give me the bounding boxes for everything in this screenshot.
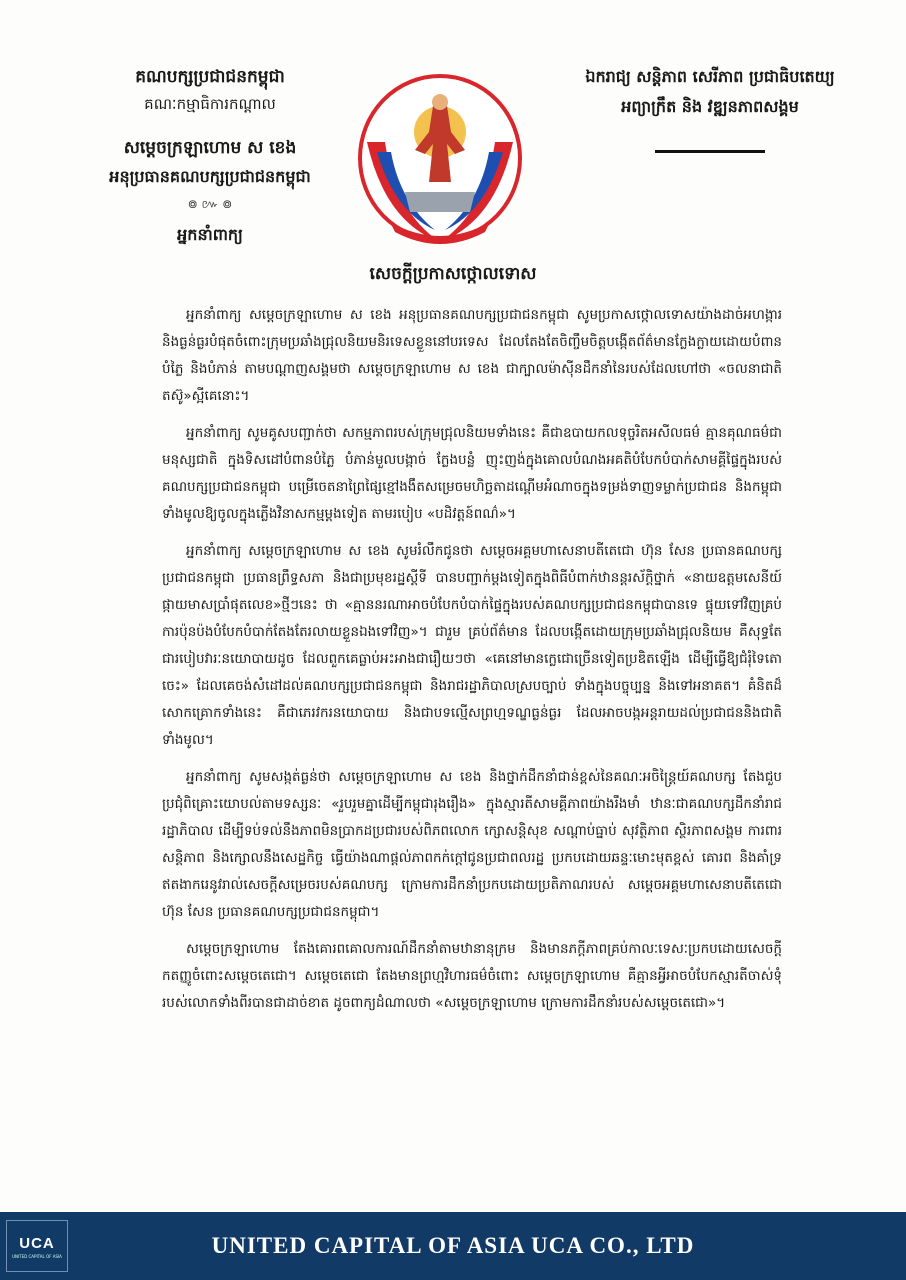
document-body bbox=[162, 302, 782, 1027]
document-title: សេចក្ដីប្រកាសថ្កោលទោស bbox=[369, 264, 537, 284]
logo-mark: UCA bbox=[19, 1235, 55, 1252]
header-left bbox=[60, 66, 360, 248]
paragraph: អ្នកនាំពាក្យ សម្ដេចក្រឡាហោម ស ខេង សូមរំលឹកជូនថា សម្ដេចអគ្គមហាសេនាបតីតេជោ ហ៊ុន សែន ប្រធានគណបក្សប្រជាជនកម្ពុជា ប្រធានព្រឹទ្ធសភា និងជាប្រមុខរដ្ឋស្តីទី បានបញ្ជាក់ម្ដងទៀតក្នុងពិធីបំពាក់ឋានន្តរស័ក្តិថ្នាក់ «នាយឧត្តមសេនីយ៍ផ្កាយមាសប្រាំផុតលេខ»ថ្មីៗនេះ ថា «គ្មាននរណាអាចបំបែកបំបាក់ផ្ទៃក្នុងរបស់គណបក្សប្រជាជនកម្ពុជាបានទេ ផ្ទុយទៅវិញគ្រប់ការប៉ុនប៉ងបំបែកបំបាក់តែងតែរលាយខ្លួនឯងទៅវិញ»។ ជារួម គ្រប់ព័ត៌មាន ដែលបង្កើតដោយក្រុមប្រឆាំងជ្រុលនិយម គឺសុទ្ធតែជារបៀបវារៈនយោបាយដូច ដែលពួកគេធ្លាប់អះអាងជារឿយៗថា «គេនៅមានក្លេជោច្រើនទៀតប្រឌិតឡើង ដើម្បីធ្វើឱ្យជំរុំទៃតោចេះ» ដែលគេចង់សំដៅដល់គណបក្សប្រជាជនកម្ពុជា និងរាជរដ្ឋាភិបាលស្របច្បាប់ ទាំងក្នុងបច្ចុប្បន្ន និងទៅអនាគត។ គំនិតដ៏សោកគ្រោកទាំងនេះ គឺជាភេរវករនយោបាយ និងជាបទល្មើសព្រហ្មទណ្ឌធ្ងន់ធ្ងរ ដែលអាចបង្កអន្តរាយដល់ប្រជាជននិងជាតិទាំងមូល។ bbox=[162, 543, 782, 748]
logo-subtext: UNITED CAPITAL OF ASIA bbox=[12, 1254, 62, 1259]
company-name: UNITED CAPITAL OF ASIA UCA CO., LTD bbox=[211, 1233, 695, 1258]
party-name: គណបក្សប្រជាជនកម្ពុជា bbox=[135, 67, 285, 87]
emblem-figure-head bbox=[432, 94, 448, 110]
company-logo bbox=[6, 1220, 68, 1272]
paragraph: អ្នកនាំពាក្យ សូមគូសបញ្ជាក់ថា សកម្មភាពរបស់ក្រុមជ្រុលនិយមទាំងនេះ គឺជាឧបាយកលទុច្ចរិតអសីលធម៌ គ្មានគុណធម៌ជាមនុស្សជាតិ ក្នុងទិសដៅបំពានបំភ្លៃ បំភាន់មួលបង្កាច់ ក្លែងបន្លំ ញុះញង់ក្នុងគោលបំណងអគតិបំបែកបំបាក់សាមគ្គីផ្ទៃក្នុងរបស់គណបក្សប្រជាជនកម្ពុជា បម្រើចេតនាព្រៃផ្សៃខ្មៅងងឹតសម្រេចមហិច្ឆតាដណ្ដើមអំណាចក្នុងទម្រង់ទាញទម្លាក់ប្រជាជន និងកម្ពុជាទាំងមូលឱ្យចូលក្នុងភ្លើងវិនាសកម្មម្ដងទៀត តាមរបៀប «បដិវត្តន៍ពណ៌»។ bbox=[162, 425, 782, 522]
national-motto-line-1: ឯករាជ្យ សន្តិភាព សេរីភាព ប្រជាធិបតេយ្យ bbox=[585, 67, 835, 86]
person-name: សម្ដេចក្រឡាហោម ស ខេង bbox=[123, 138, 297, 158]
ornament: ៙ ៚ ៙ bbox=[187, 197, 233, 211]
committee-name: គណៈកម្មាធិការកណ្ដាល bbox=[144, 95, 276, 113]
party-emblem bbox=[355, 72, 525, 252]
paragraph: អ្នកនាំពាក្យ សម្ដេចក្រឡាហោម ស ខេង អនុប្រធានគណបក្សប្រជាជនកម្ពុជា សូមប្រកាសថ្កោលទោសយ៉ាងដាច់អហង្ការ និងធ្ងន់ធ្ងរបំផុតចំពោះក្រុមប្រឆាំងជ្រុលនិយមនិរទេសខ្លួននៅបរទេស ដែលតែងតែចិញ្ចឹមចិត្តបង្កើតព័ត៌មានក្លែងក្លាយដោយបំពាន បំភ្លៃ និងបំភាន់ តាមបណ្ដាញសង្គមថា សម្ដេចក្រឡាហោម ស ខេង ជាក្បាលម៉ាស៊ីនដឹកនាំនៃរបស់ដែលហៅថា «ចលនាជាតិតស៊ូ»ស្អីគេនោះ។ bbox=[162, 307, 782, 404]
motto-divider bbox=[655, 150, 765, 153]
spokesperson-label: អ្នកនាំពាក្យ bbox=[177, 225, 243, 244]
person-role: អនុប្រធានគណបក្សប្រជាជនកម្ពុជា bbox=[109, 167, 311, 186]
paragraph: អ្នកនាំពាក្យ សូមសង្កត់ធ្ងន់ថា សម្ដេចក្រឡាហោម ស ខេង និងថ្នាក់ដឹកនាំជាន់ខ្ពស់នៃគណៈអចិន្ត្រៃយ៍គណបក្ស តែងជួបប្រជុំពិគ្រោះយោបល់តាមទស្សនៈ «រួបរួមគ្នាដើម្បីកម្ពុជារុងរឿង» ក្នុងស្មារតីសាមគ្គីភាពយ៉ាងរឹងមាំ ឋានៈជាគណបក្សដឹកនាំរាជរដ្ឋាភិបាល ដើម្បីទប់ទល់នឹងភាពមិនប្រាកដប្រជារបស់ពិភពលោក ក្សោសន្តិសុខ សណ្ដាប់ធ្នាប់ សុវត្ថិភាព ស្ថិរភាពសង្គម ការពារសន្តិភាព និងក្សោលនឹងសេដ្ឋកិច្ច ធ្វើយ៉ាងណាផ្ដល់ភាពកក់ក្ដៅជូនប្រជាពលរដ្ឋ ប្រកបដោយឆន្ទៈមោះមុតខ្ពស់ គោរព និងគាំទ្រឥតងាករេនូវរាល់សេចក្ដីសម្រេចរបស់គណបក្ស ក្រោមការដឹកនាំប្រកបដោយប្រតិភាណរបស់ សម្ដេចអគ្គមហាសេនាបតីតេជោ ហ៊ុន សែន ប្រធានគណបក្សប្រជាជនកម្ពុជា។ bbox=[162, 769, 782, 920]
footer-banner bbox=[0, 1212, 906, 1280]
paragraph: សម្ដេចក្រឡាហោម តែងគោរពគោលការណ៍ដឹកនាំតាមឋានានុក្រម និងមានភក្ដីភាពគ្រប់កាលៈទេសៈប្រកបដោយសេចក្ដីកតញ្ញូចំពោះសម្ដេចតេជោ។ សម្ដេចតេជោ តែងមានព្រហ្មវិហារធម៌ចំពោះ សម្ដេចក្រឡាហោម គឺគ្មានអ្វីអាចបំបែកស្មារតីចាស់ទុំរបស់លោកទាំងពីរបានជាដាច់ខាត ដូចពាក្យដំណាលថា «សម្ដេចក្រឡាហោម ក្រោមការដឹកនាំរបស់សម្ដេចតេជោ»។ bbox=[162, 941, 782, 1011]
emblem-gear bbox=[405, 192, 475, 212]
header-right bbox=[540, 66, 880, 153]
national-motto-line-2: អព្យាក្រឹត និង វឌ្ឍនភាពសង្គម bbox=[621, 97, 799, 116]
